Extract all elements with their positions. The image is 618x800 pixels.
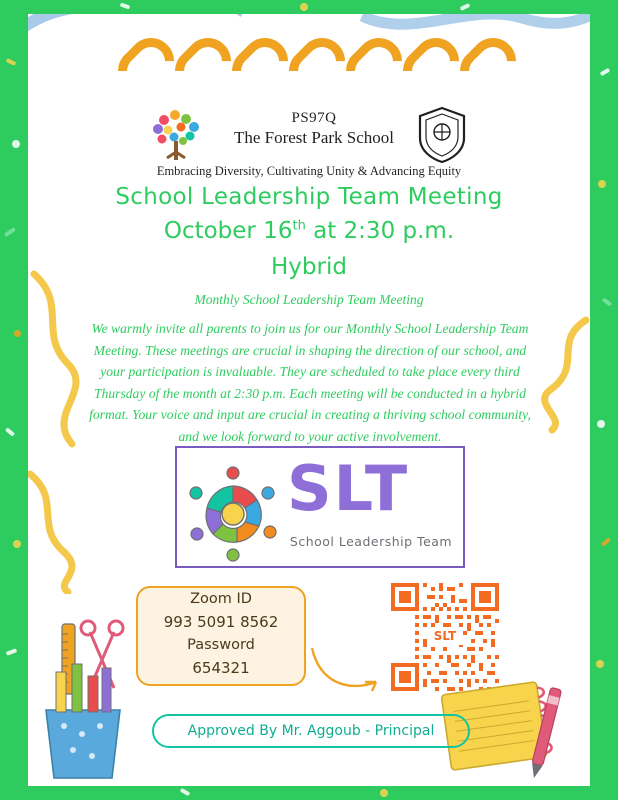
flyer-body-text: We warmly invite all parents to join us for our Monthly School Leadership Team Meeting. These meetings are crucial in shaping the direction of our school, and your participation is invaluable. They are scheduled to take place every third Thursday of the month at 2:30 p.m. Each meeting will be conducted in a hybrid format. Your voice and input are crucial in creating a thriving school community, and we look forward to your active involvement. [89, 321, 531, 444]
zoom-id-value: 993 5091 8562 [163, 613, 279, 631]
hook-icon [394, 29, 469, 104]
confetti-dot [600, 68, 611, 76]
confetti-dot [14, 330, 21, 337]
confetti-dot [380, 789, 388, 797]
hook-icon [166, 29, 241, 104]
zoom-id-label: Zoom ID [190, 591, 252, 607]
confetti-dot [13, 540, 21, 548]
flyer-header [28, 106, 590, 168]
confetti-dot [460, 3, 471, 11]
school-name-block [209, 110, 419, 149]
confetti-dot [120, 2, 131, 9]
school-code: PS97Q [291, 110, 337, 126]
flyer-page [28, 14, 590, 786]
hook-icon [223, 29, 298, 104]
flyer-subtitle: Monthly School Leadership Team Meeting [194, 292, 424, 307]
school-supplies-illustration [28, 614, 178, 786]
squiggle-decoration-right [536, 314, 590, 434]
confetti-dot [4, 227, 16, 237]
qr-center-label: SLT [427, 627, 463, 645]
confetti-dot [596, 660, 604, 668]
confetti-dot [6, 648, 18, 656]
tree-logo-icon [148, 108, 206, 164]
school-title: The Forest Park School [233, 128, 395, 147]
zoom-password-label: Password [187, 637, 255, 653]
meeting-format: Hybrid [271, 254, 347, 280]
approval-badge: Approved By Mr. Aggoub - Principal [152, 714, 470, 748]
arrow-icon [310, 642, 388, 698]
date-prefix: October 16 [163, 218, 293, 244]
confetti-dot [300, 3, 308, 11]
flyer-datetime [28, 218, 590, 244]
confetti-dot [5, 427, 15, 436]
confetti-dot [598, 180, 606, 188]
hook-icon [337, 29, 412, 104]
hook-row-decoration [123, 36, 513, 102]
hook-icon [280, 29, 355, 104]
confetti-dot [601, 537, 611, 546]
school-crest-icon [416, 106, 468, 164]
flyer-title: School Leadership Team Meeting [115, 184, 503, 210]
date-ordinal-suffix: th [292, 218, 306, 234]
people-circle-icon [185, 466, 281, 562]
meeting-time: at 2:30 p.m. [305, 218, 455, 244]
confetti-dot [597, 420, 605, 428]
confetti-dot [180, 788, 191, 796]
confetti-dot [12, 140, 20, 148]
confetti-dot [6, 58, 17, 66]
slt-acronym: SLT [287, 452, 410, 525]
slt-logo-block [175, 446, 465, 568]
zoom-password-value: 654321 [192, 659, 250, 677]
slt-caption: School Leadership Team [289, 534, 453, 549]
school-tagline: Embracing Diversity, Cultivating Unity & Advancing Equity [156, 164, 462, 178]
confetti-dot [602, 297, 612, 306]
